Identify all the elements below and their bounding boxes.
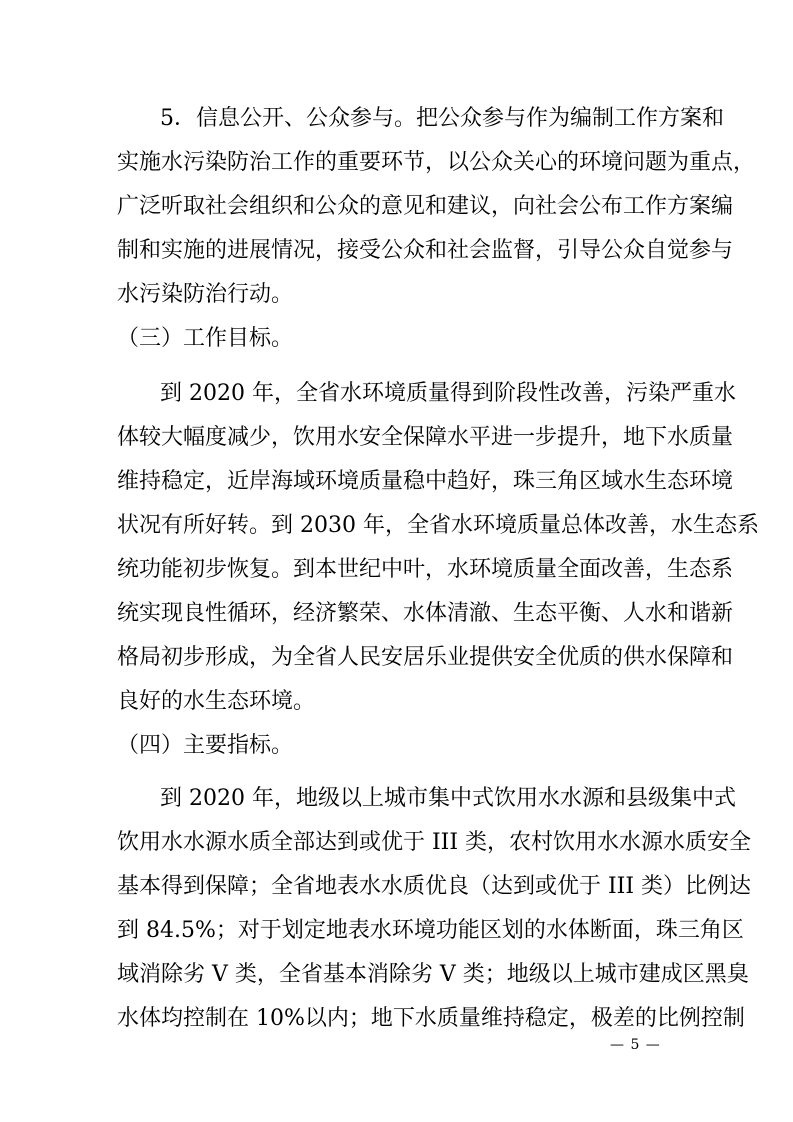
paragraph-line: 饮用水水源水质全部达到或优于 III 类，农村饮用水水源水质安全 (117, 830, 752, 855)
paragraph-line: 水污染防治行动。 (117, 282, 294, 307)
section-heading: （三）工作目标。 (117, 326, 294, 351)
page-number: — 5 — (610, 1037, 661, 1053)
paragraph-line: 域消除劣 V 类，全省基本消除劣 V 类；地级以上城市建成区黑臭 (117, 962, 749, 987)
paragraph-line: 水体均控制在 10%以内；地下水质量维持稳定，极差的比例控制 (117, 1006, 745, 1031)
paragraph-line: 统实现良性循环，经济繁荣、水体清澈、生态平衡、人水和谐新 (117, 601, 734, 626)
paragraph-line: 到 2020 年，地级以上城市集中式饮用水水源和县级集中式 (160, 786, 736, 811)
paragraph-line: 良好的水生态环境。 (117, 689, 316, 714)
paragraph-line: 基本得到保障；全省地表水水质优良（达到或优于 III 类）比例达 (117, 874, 752, 899)
paragraph-line: 广泛听取社会组织和公众的意见和建议，向社会公布工作方案编 (117, 194, 734, 219)
paragraph-line: 到 84.5%；对于划定地表水环境功能区划的水体断面，珠三角区 (117, 918, 744, 943)
paragraph-line: 到 2020 年，全省水环境质量得到阶段性改善，污染严重水 (160, 381, 736, 406)
paragraph-line: 维持稳定，近岸海域环境质量稳中趋好，珠三角区域水生态环境 (117, 469, 734, 494)
paragraph-line: 实施水污染防治工作的重要环节，以公众关心的环境问题为重点， (117, 150, 756, 175)
paragraph-line: 体较大幅度减少，饮用水安全保障水平进一步提升，地下水质量 (117, 425, 734, 450)
paragraph-line: 状况有所好转。到 2030 年，全省水环境质量总体改善，水生态系 (117, 513, 759, 538)
paragraph-line: 5．信息公开、公众参与。把公众参与作为编制工作方案和 (160, 106, 724, 131)
paragraph-line: 制和实施的进展情况，接受公众和社会监督，引导公众自觉参与 (117, 238, 734, 263)
paragraph-line: 格局初步形成，为全省人民安居乐业提供安全优质的供水保障和 (117, 645, 734, 670)
paragraph-line: 统功能初步恢复。到本世纪中叶，水环境质量全面改善，生态系 (117, 557, 734, 582)
section-heading: （四）主要指标。 (117, 733, 294, 758)
